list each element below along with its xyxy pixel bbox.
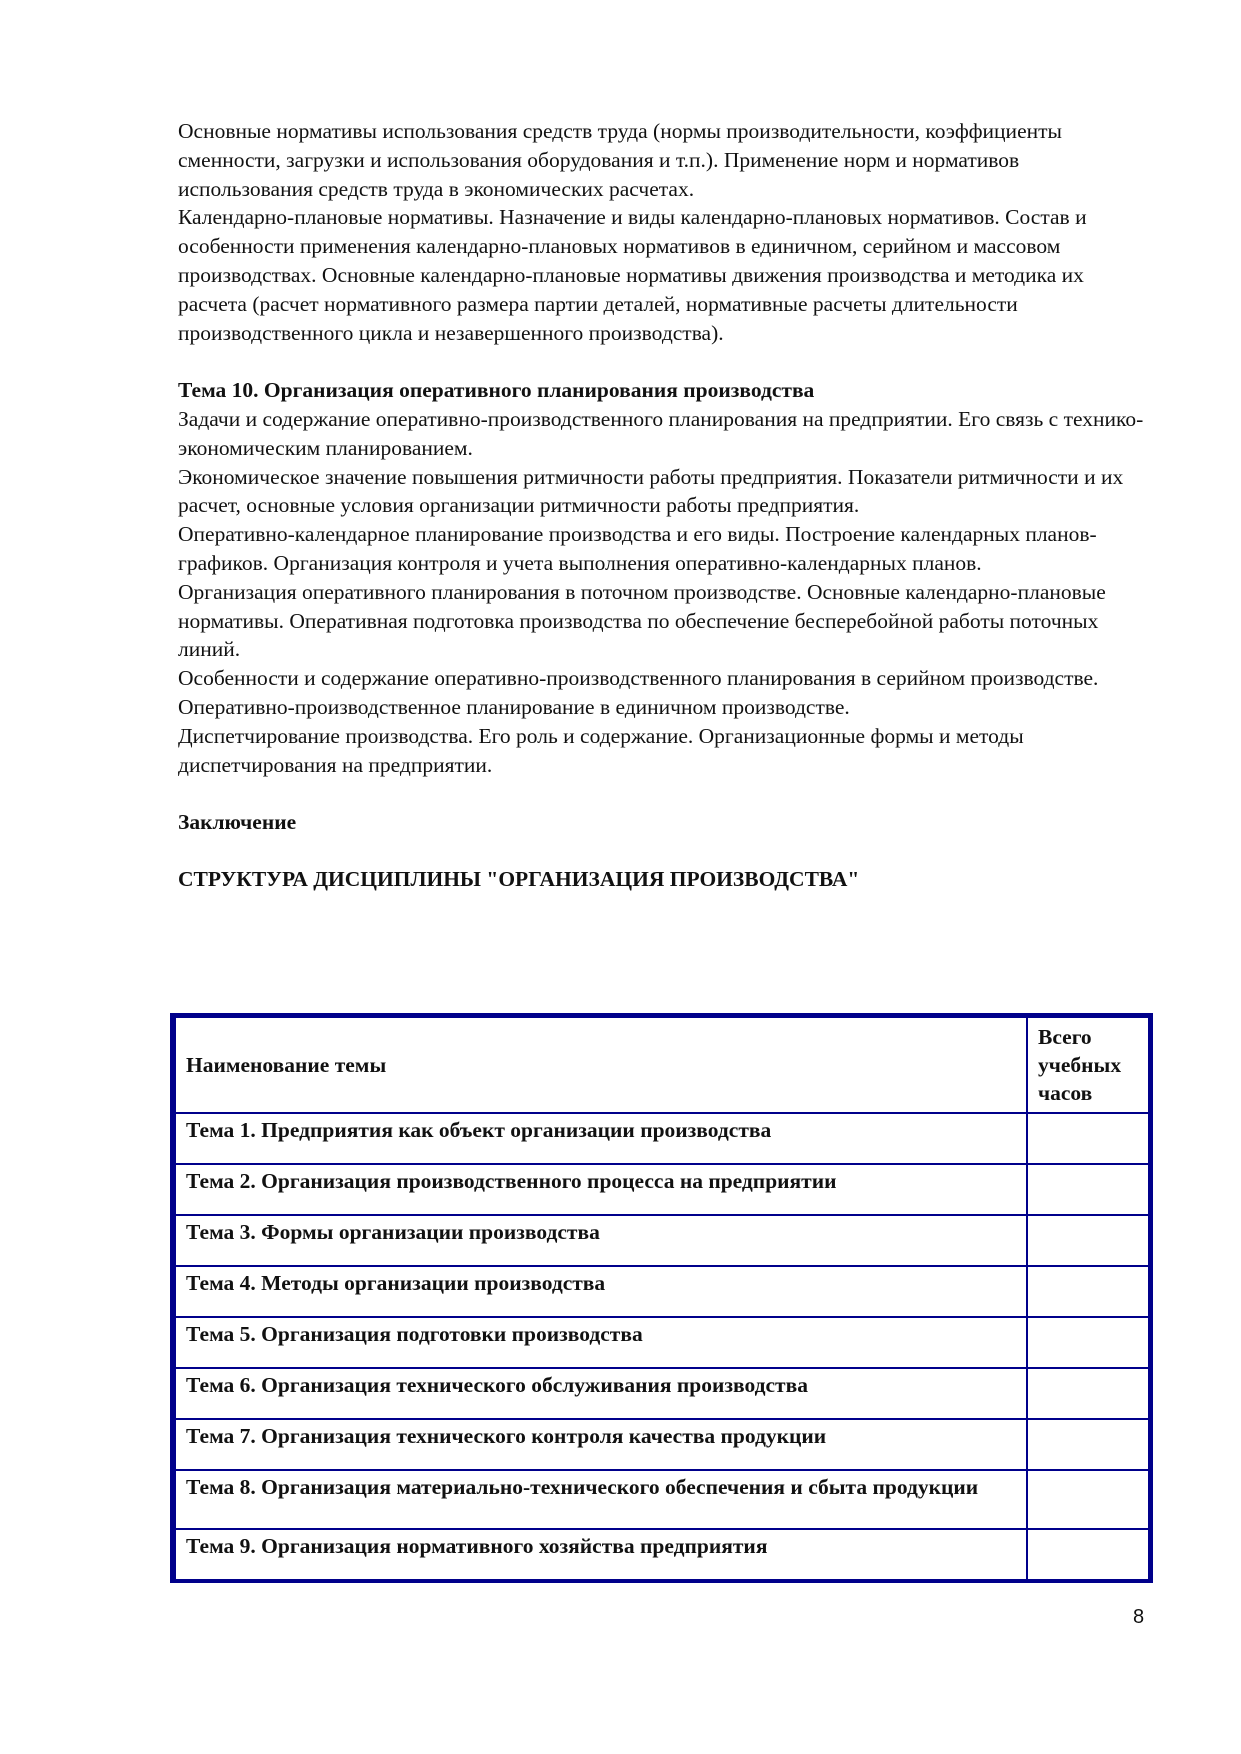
structure-table-title: СТРУКТУРА ДИСЦИПЛИНЫ "ОРГАНИЗАЦИЯ ПРОИЗВОДСТВА" xyxy=(178,866,860,891)
paragraph-labor-norms: Основные нормативы использования средств труда (нормы производительности, коэффициенты сменности, загрузки и использования оборудования и т.п.). Применение норм и нормативов использования средств труда в экономических расчетах. xyxy=(178,119,1062,201)
table-row xyxy=(173,1419,1151,1470)
topic10-paragraph: Особенности и содержание оперативно-производственного планирования в серийном производстве. xyxy=(178,666,1099,691)
topic10-paragraph: Диспетчирование производства. Его роль и содержание. Организационные формы и методы диспетчирования на предприятии. xyxy=(178,723,1024,777)
topic10-paragraph: Оперативно-производственное планирование в единичном производстве. xyxy=(178,694,850,719)
topic10-paragraph: Экономическое значение повышения ритмичности работы предприятия. Показатели ритмичности и их расчет, основные условия организации ритмичности работы предприятия. xyxy=(178,464,1124,518)
spacer xyxy=(178,779,1158,808)
table-row xyxy=(173,1470,1151,1529)
header-topic: Наименование темы xyxy=(173,1016,1027,1114)
table-row xyxy=(173,1266,1151,1317)
hours-cell xyxy=(1027,1215,1151,1266)
topic10-paragraph: Оперативно-календарное планирование производства и его виды. Построение календарных планов-графиков. Организация контроля и учета выполнения оперативно-календарных планов. xyxy=(178,522,1097,575)
hours-cell xyxy=(1027,1470,1151,1529)
topic-cell: Тема 9. Организация нормативного хозяйства предприятия xyxy=(173,1529,1027,1581)
table-row xyxy=(173,1164,1151,1215)
topic-cell: Тема 6. Организация технического обслуживания производства xyxy=(173,1368,1027,1419)
hours-cell xyxy=(1027,1266,1151,1317)
topic10-paragraph: Организация оперативного планирования в поточном производстве. Основные календарно-плановые нормативы. Оперативная подготовка производства по обеспечение бесперебойной работы поточных линий. xyxy=(178,579,1106,662)
topic-cell: Тема 4. Методы организации производства xyxy=(173,1266,1027,1317)
topic-cell: Тема 7. Организация технического контроля качества продукции xyxy=(173,1419,1027,1470)
hours-cell xyxy=(1027,1529,1151,1581)
paragraph-calendar-norms: Календарно-плановые нормативы. Назначение и виды календарно-плановых нормативов. Состав и особенности применения календарно-плановых нормативов в единичном, серийном и массовом производствах. Основные календарно-плановые нормативы движения производства и методика их расчета (расчет нормативного размера партии деталей, нормативные расчеты длительности производственного цикла и незавершенного производства). xyxy=(178,205,1087,345)
page-body xyxy=(178,117,1158,892)
hours-cell xyxy=(1027,1368,1151,1419)
table-row xyxy=(173,1529,1151,1581)
page-number: 8 xyxy=(1133,1606,1145,1628)
topic-cell: Тема 5. Организация подготовки производства xyxy=(173,1317,1027,1368)
spacer xyxy=(178,837,1158,866)
topic10-heading: Тема 10. Организация оперативного планирования производства xyxy=(178,378,815,403)
header-hours: Всего учебных часов xyxy=(1027,1016,1151,1114)
spacer xyxy=(178,347,1158,376)
table-header-row xyxy=(173,1016,1151,1114)
hours-cell xyxy=(1027,1164,1151,1215)
structure-table xyxy=(170,1013,1153,1583)
hours-cell xyxy=(1027,1113,1151,1164)
hours-cell xyxy=(1027,1317,1151,1368)
table-row xyxy=(173,1368,1151,1419)
topic-cell: Тема 3. Формы организации производства xyxy=(173,1215,1027,1266)
table-row xyxy=(173,1113,1151,1164)
topic-cell: Тема 8. Организация материально-технического обеспечения и сбыта продукции xyxy=(173,1470,1027,1529)
table-row xyxy=(173,1215,1151,1266)
topic10-paragraph: Задачи и содержание оперативно-производственного планирования на предприятии. Его связь с технико-экономическим планированием. xyxy=(178,406,1144,460)
table-row xyxy=(173,1317,1151,1368)
topic-cell: Тема 1. Предприятия как объект организации производства xyxy=(173,1113,1027,1164)
topic-cell: Тема 2. Организация производственного процесса на предприятии xyxy=(173,1164,1027,1215)
conclusion-heading: Заключение xyxy=(178,810,297,835)
hours-cell xyxy=(1027,1419,1151,1470)
